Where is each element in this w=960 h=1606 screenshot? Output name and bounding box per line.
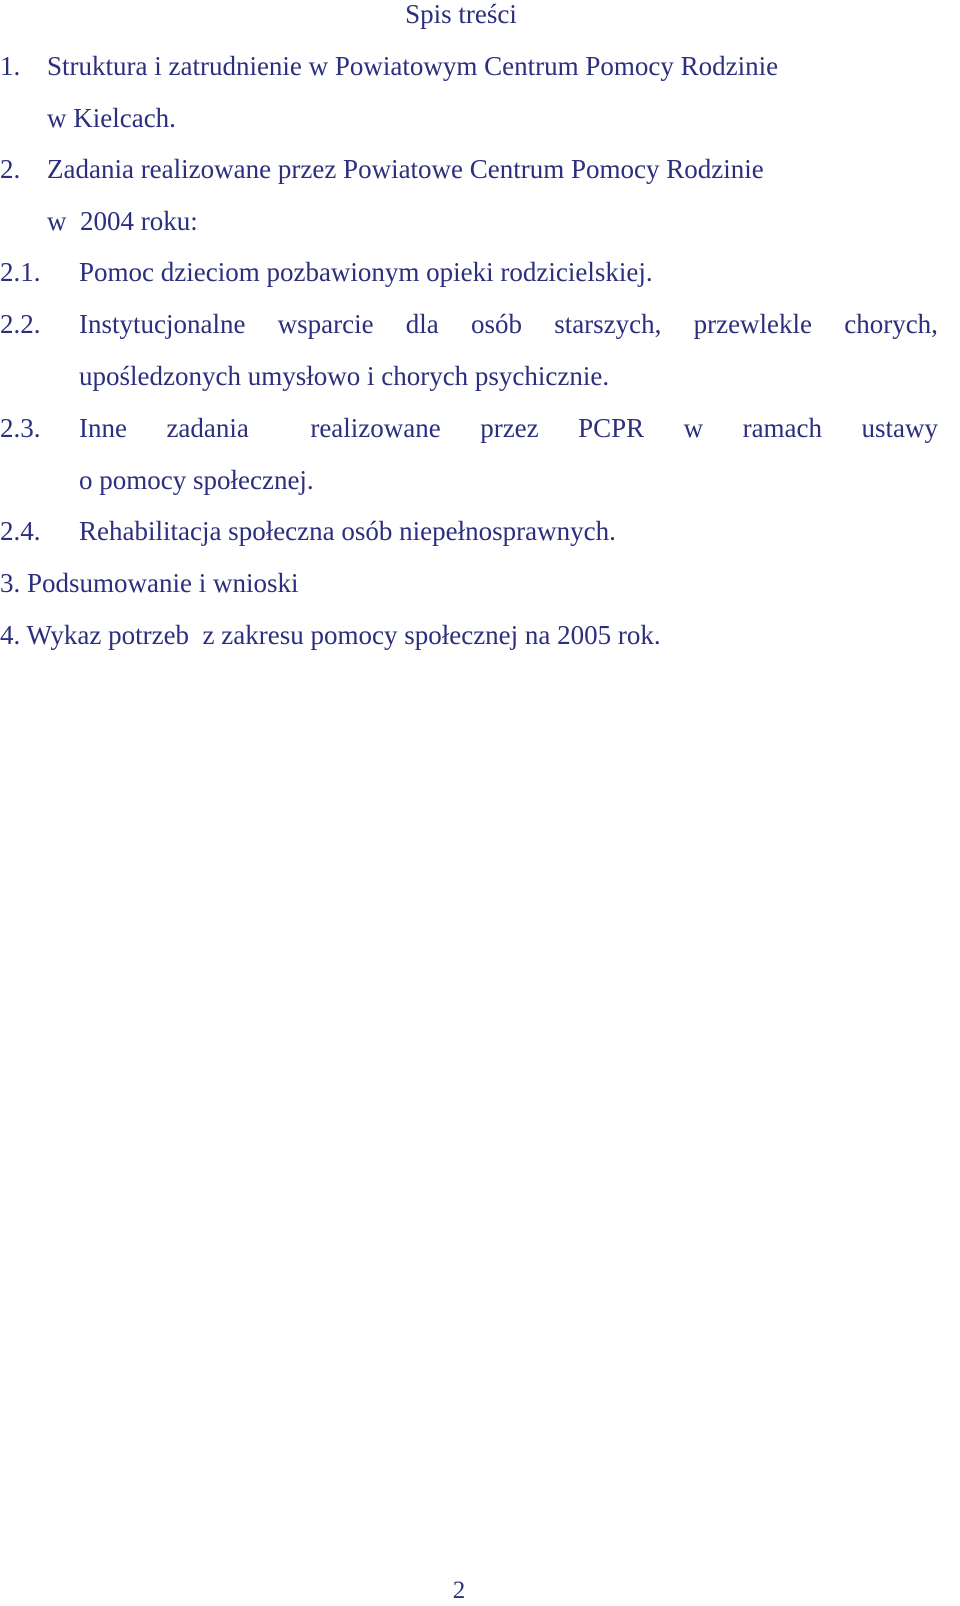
toc-title: Spis treści bbox=[405, 0, 517, 29]
toc-entry-2-2-continuation: upośledzonych umysłowo i chorych psychicznie. bbox=[79, 361, 610, 391]
toc-word: starszych, bbox=[554, 309, 662, 339]
toc-entry-text bbox=[79, 306, 938, 342]
toc-entry-number: 2.4. bbox=[0, 516, 41, 546]
toc-entry-2-3-continuation: o pomocy społecznej. bbox=[79, 465, 314, 495]
toc-entry-3: 3. Podsumowanie i wnioski bbox=[0, 568, 299, 598]
toc-word: Inne bbox=[79, 413, 127, 443]
toc-entry-text: Rehabilitacja społeczna osób niepełnosprawnych. bbox=[79, 516, 616, 546]
toc-word: ramach bbox=[742, 413, 823, 443]
toc-entry-text: Zadania realizowane przez Powiatowe Centrum Pomocy Rodzinie bbox=[47, 154, 764, 184]
toc-word: dla bbox=[405, 309, 439, 339]
toc-entry-text: Struktura i zatrudnienie w Powiatowym Centrum Pomocy Rodzinie bbox=[47, 51, 779, 81]
page-number: 2 bbox=[452, 1577, 466, 1604]
toc-word: zadania bbox=[166, 413, 249, 443]
toc-word: wsparcie bbox=[277, 309, 374, 339]
toc-word: PCPR bbox=[578, 413, 645, 443]
toc-entry-number: 1. bbox=[0, 51, 21, 81]
toc-word: osób bbox=[470, 309, 522, 339]
toc-entry-text: Pomoc dzieciom pozbawionym opieki rodzicielskiej. bbox=[79, 257, 653, 287]
toc-word: chorych, bbox=[844, 309, 938, 339]
toc-entry-number: 2.1. bbox=[0, 257, 41, 287]
toc-word: realizowane bbox=[310, 413, 441, 443]
toc-entry-number: 2.3. bbox=[0, 413, 41, 443]
toc-word: Instytucjonalne bbox=[79, 309, 246, 339]
toc-entry-4: 4. Wykaz potrzeb z zakresu pomocy społecznej na 2005 rok. bbox=[0, 620, 661, 650]
toc-entry-number: 2.2. bbox=[0, 309, 41, 339]
toc-word: w bbox=[683, 413, 704, 443]
toc-entry-1-continuation: w Kielcach. bbox=[47, 103, 176, 133]
toc-entry-text bbox=[79, 410, 938, 446]
toc-word: przez bbox=[480, 413, 539, 443]
toc-entry-number: 2. bbox=[0, 154, 21, 184]
toc-entry-2-continuation: w 2004 roku: bbox=[47, 206, 198, 236]
toc-word: ustawy bbox=[861, 413, 938, 443]
toc-word: przewlekle bbox=[693, 309, 813, 339]
